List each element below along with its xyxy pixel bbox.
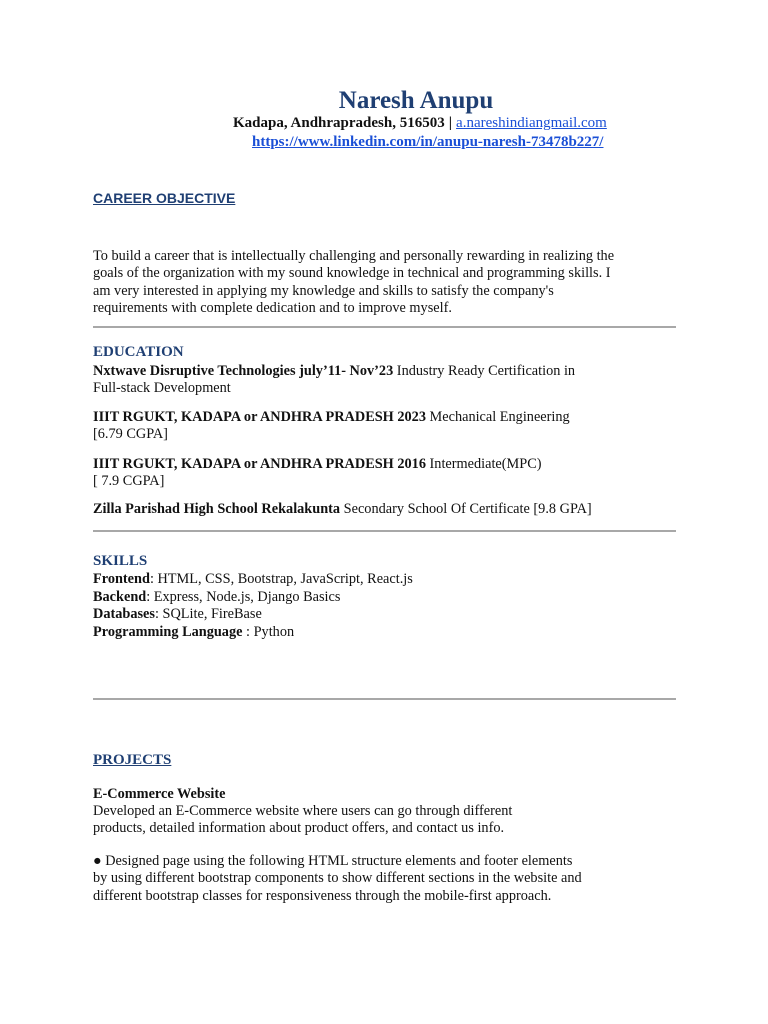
location-text: Kadapa, Andhrapradesh, 516503 xyxy=(233,115,445,131)
objective-line: To build a career that is intellectually challenging and personally rewarding in realizing the xyxy=(93,248,615,264)
project-title xyxy=(93,786,693,803)
objective-line: goals of the organization with my sound knowledge in technical and programming skills. I xyxy=(93,265,611,282)
contact-line xyxy=(233,115,607,132)
section-divider xyxy=(93,326,676,328)
skills-heading: SKILLS xyxy=(93,553,148,569)
resume-name: Naresh Anupu xyxy=(338,87,494,114)
email-link[interactable]: a.nareshindiangmail.com xyxy=(456,115,607,131)
contact-separator: | xyxy=(448,115,453,131)
project-bullet xyxy=(93,853,683,905)
project-bullet-line: Designed page using the following HTML structure elements and footer elements xyxy=(101,853,573,869)
project-title-text: E-Commerce Website xyxy=(93,786,226,802)
project-description-line: Developed an E-Commerce website where users can go through different xyxy=(93,803,513,819)
objective-line: requirements with complete dedication and to improve myself. xyxy=(93,299,452,316)
education-detail: Mechanical Engineering xyxy=(425,409,570,425)
skill-label: Frontend xyxy=(93,571,150,587)
project-bullet-line: by using different bootstrap components to show different sections in the website and xyxy=(93,870,582,887)
skill-label: Databases xyxy=(93,606,155,622)
objective-line: am very interested in applying my knowledge and skills to satisfy the company's xyxy=(93,282,554,299)
career-objective-text xyxy=(93,248,683,317)
project-description xyxy=(93,803,683,838)
section-divider xyxy=(93,530,676,532)
skill-label: Backend xyxy=(93,588,147,605)
education-entry xyxy=(93,409,693,443)
projects-heading: PROJECTS xyxy=(93,752,172,768)
education-detail-line2: [ 7.9 CGPA] xyxy=(93,473,165,489)
education-entry xyxy=(93,501,693,518)
skill-item: Programming Language : Python xyxy=(93,623,295,640)
education-institution: IIIT RGUKT, KADAPA or ANDHRA PRADESH 2023 xyxy=(93,409,426,425)
career-objective-heading: CAREER OBJECTIVE xyxy=(93,190,236,206)
bullet-icon: ● xyxy=(93,853,102,869)
education-institution: IIIT RGUKT, KADAPA or ANDHRA PRADESH 2016 xyxy=(93,456,426,472)
education-entry xyxy=(93,456,693,490)
skill-item: Frontend: HTML, CSS, Bootstrap, JavaScript, React.js xyxy=(93,571,413,587)
education-heading: EDUCATION xyxy=(93,344,184,360)
skills-list xyxy=(93,571,413,641)
project-description-line: products, detailed information about product offers, and contact us info. xyxy=(93,820,505,837)
skill-item: Databases: SQLite, FireBase xyxy=(93,606,262,622)
skill-label: Programming Language xyxy=(93,623,243,640)
education-entry xyxy=(93,363,693,397)
skill-value: HTML, CSS, Bootstrap, JavaScript, React.js xyxy=(157,571,413,587)
education-institution: Zilla Parishad High School Rekalakunta xyxy=(93,501,341,517)
project-bullet-line: different bootstrap classes for responsiveness through the mobile-first approach. xyxy=(93,887,552,904)
education-detail: Industry Ready Certification in xyxy=(393,363,576,379)
skill-value: Python xyxy=(253,623,295,640)
education-detail: Secondary School Of Certificate [9.8 GPA] xyxy=(340,501,592,517)
skill-value: SQLite, FireBase xyxy=(162,606,262,622)
skill-item: Backend: Express, Node.js, Django Basics xyxy=(93,588,341,605)
linkedin-link[interactable]: https://www.linkedin.com/in/anupu-naresh-73478b227/ xyxy=(252,134,604,150)
education-institution: Nxtwave Disruptive Technologies july’11- Nov’23 xyxy=(93,363,394,379)
section-divider xyxy=(93,698,676,700)
education-detail-line2: Full-stack Development xyxy=(93,380,231,396)
linkedin-row xyxy=(252,134,603,151)
education-detail: Intermediate(MPC) xyxy=(425,456,542,472)
skill-value: Express, Node.js, Django Basics xyxy=(153,588,341,605)
education-detail-line2: [6.79 CGPA] xyxy=(93,426,168,442)
